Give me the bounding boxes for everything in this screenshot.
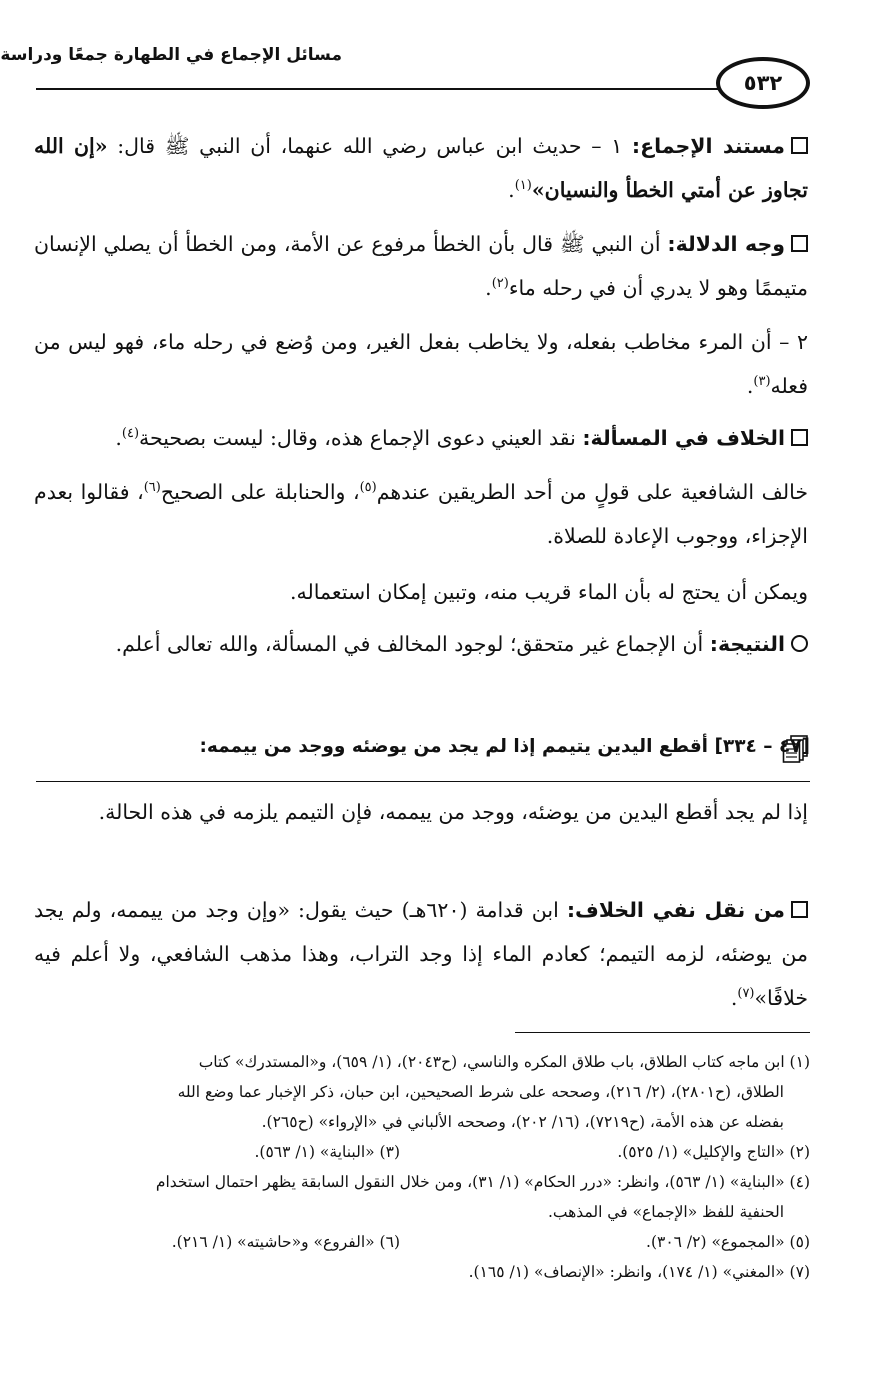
footnote-separator: [515, 1032, 810, 1033]
natija-label: النتيجة:: [709, 632, 785, 656]
natija-text: أن الإجماع غير متحقق؛ لوجود المخالف في المسألة، والله تعالى أعلم.: [115, 632, 704, 656]
naql-text: ابن قدامة (٦٢٠هـ) حيث يقول: «وإن وجد من ييممه، ولم يجد من يوضئه، لزمه التيمم؛ كعادم الماء إذا وجد التراب، وهذا مذهب الشافعي، ولا أعلم فيه خلافًا»: [34, 898, 808, 1010]
khilaf-text: نقد العيني دعوى الإجماع هذه، وقال: ليست بصحيحة: [139, 426, 576, 450]
body-block-7: [34, 622, 808, 666]
section-intro-paragraph: [34, 790, 808, 834]
footnote-ref-4: (٤): [121, 426, 140, 442]
naql-label: من نقل نفي الخلاف:: [566, 898, 785, 922]
shafii-text-a: خالف الشافعية على قولٍ من أحد الطريقين عندهم: [376, 480, 808, 504]
shafii-paragraph: [34, 470, 808, 558]
yumkin-paragraph: [34, 570, 808, 614]
body-block-6: [34, 570, 808, 614]
point2-paragraph: ٢ – أن المرء مخاطب بفعله، ولا يخاطب بفعل الغير، ومن وُضع في رحله ماء، فهو ليس من فعله$^{(٣)}$.: [34, 330, 808, 398]
mustanad-label: مستند الإجماع:: [631, 134, 785, 158]
running-title: مسائل الإجماع في الطهارة جمعًا ودراسة: [0, 45, 342, 65]
footnote-ref-2: (٢): [491, 276, 509, 292]
page-number: ٥٣٢: [716, 57, 810, 109]
body-block-1: [34, 124, 808, 212]
section-intro-text: إذا لم يجد أقطع اليدين من يوضئه، ووجد من ييممه، فإن التيمم يلزمه في هذه الحالة.: [98, 800, 808, 824]
body-block-3: [34, 320, 808, 408]
body-block-4: [34, 416, 808, 460]
footnote-ref-3: (٣): [753, 374, 771, 390]
body-block-5: [34, 470, 808, 558]
point2-text: ٢ – أن المرء مخاطب بفعله، ولا يخاطب بفعل الغير، ومن وُضع في رحله ماء، فهو ليس من فعله: [34, 330, 808, 398]
wajh-paragraph: وجه الدلالة: أن النبي ﷺ قال بأن الخطأ مرفوع عن الأمة، ومن الخطأ أن يصلي الإنسان متيممًا وهو لا يدري أن في رحله ماء$^{(٢)}$.: [34, 232, 808, 300]
header-rule: [36, 88, 742, 90]
square-bullet-icon: [791, 137, 808, 154]
footnote-6: (٦) «الفروع» و«حاشيته» (١/ ٢١٦).: [171, 1233, 400, 1251]
footnote-1-line-2: الطلاق، (ح٢٨٠١)، (٢/ ٢١٦)، وصححه على شرط الصحيحين، ابن حبان، ذكر الإخبار عما وضع الله: [177, 1083, 784, 1101]
body-block-9: [34, 888, 808, 1020]
square-bullet-icon: [791, 901, 808, 918]
footnote-ref-5: (٥): [359, 480, 377, 496]
circle-bullet-icon: [791, 635, 808, 652]
footnote-4-line-1: (٤) «البناية» (١/ ٥٦٣)، وانظر: «درر الحكام» (١/ ٣١)، ومن خلال النقول السابقة يظهر احتمال استخدام: [155, 1173, 810, 1191]
naql-paragraph: من نقل نفي الخلاف: ابن قدامة (٦٢٠هـ) حيث يقول: «وإن وجد من ييممه، ولم يجد من يوضئه، لزمه التيمم؛ كعادم الماء إذا وجد التراب، وهذا مذهب الشافعي، ولا أعلم فيه خلافًا»$^{(٧)}$.: [34, 898, 808, 1010]
footnote-1-line-3: بفضله عن هذه الأمة، (ح٧٢١٩)، (١٦/ ٢٠٢)، وصححه الألباني في «الإرواء» (ح٢٦٥).: [261, 1113, 784, 1131]
footnote-7: (٧) «المغني» (١/ ١٧٤)، وانظر: «الإنصاف» (١/ ١٦٥).: [468, 1263, 810, 1281]
mustanad-hadith: «إن الله تجاوز عن أمتي الخطأ والنسيان»: [34, 134, 808, 202]
yumkin-text: ويمكن أن يحتج له بأن الماء قريب منه، وتبين إمكان استعماله.: [290, 580, 808, 604]
footnote-4-line-2: الحنفية للفظ «الإجماع» في المذهب.: [547, 1203, 784, 1221]
wajh-label: وجه الدلالة:: [667, 232, 785, 256]
square-bullet-icon: [791, 235, 808, 252]
khilaf-paragraph: الخلاف في المسألة: نقد العيني دعوى الإجماع هذه، وقال: ليست بصحيحة$^{(٤)}$.: [34, 416, 808, 460]
footnote-2: (٢) «التاج والإكليل» (١/ ٥٢٥).: [617, 1143, 810, 1161]
body-block-8: [34, 790, 808, 834]
footnote-row-2-3: [40, 1137, 810, 1167]
section-heading-rule: [36, 781, 810, 782]
mustanad-text: ١ – حديث ابن عباس رضي الله عنهما، أن النبي ﷺ قال:: [107, 134, 623, 158]
shafii-text-c: ، فقالوا بعدم الإجزاء، ووجوب الإعادة للصلاة.: [34, 480, 808, 548]
footnote-3: (٣) «البناية» (١/ ٥٦٣).: [254, 1143, 400, 1161]
khilaf-label: الخلاف في المسألة:: [582, 426, 785, 450]
shafii-text-b: ، والحنابلة على الصحيح: [160, 480, 360, 504]
footnote-ref-1: (١): [514, 178, 532, 194]
footnote-row-5-6: [40, 1227, 810, 1257]
footnote-5: (٥) «المجموع» (٢/ ٣٠٦).: [646, 1233, 810, 1251]
footnote-ref-7: (٧): [737, 986, 755, 1002]
footnote-ref-6: (٦): [143, 480, 161, 496]
section-heading: [٤٧ – ٣٣٤] أقطع اليدين يتيمم إذا لم يجد من يوضئه ووجد من ييممه:: [199, 736, 810, 757]
footnote-1-line-1: (١) ابن ماجه كتاب الطلاق، باب طلاق المكره والناسي، (ح٢٠٤٣)، (١/ ٦٥٩)، و«المستدرك» كتاب: [198, 1053, 810, 1071]
footnotes: [40, 1047, 810, 1287]
square-bullet-icon: [791, 429, 808, 446]
mustanad-paragraph: مستند الإجماع: ١ – حديث ابن عباس رضي الله عنهما، أن النبي ﷺ قال: «إن الله تجاوز عن أمتي الخطأ والنسيان»$^{(١)}$.: [34, 134, 808, 202]
natija-paragraph: [34, 622, 808, 666]
wajh-text: أن النبي ﷺ قال بأن الخطأ مرفوع عن الأمة، ومن الخطأ أن يصلي الإنسان متيممًا وهو لا يدري أن في رحله ماء: [34, 232, 808, 300]
body-block-2: [34, 222, 808, 310]
